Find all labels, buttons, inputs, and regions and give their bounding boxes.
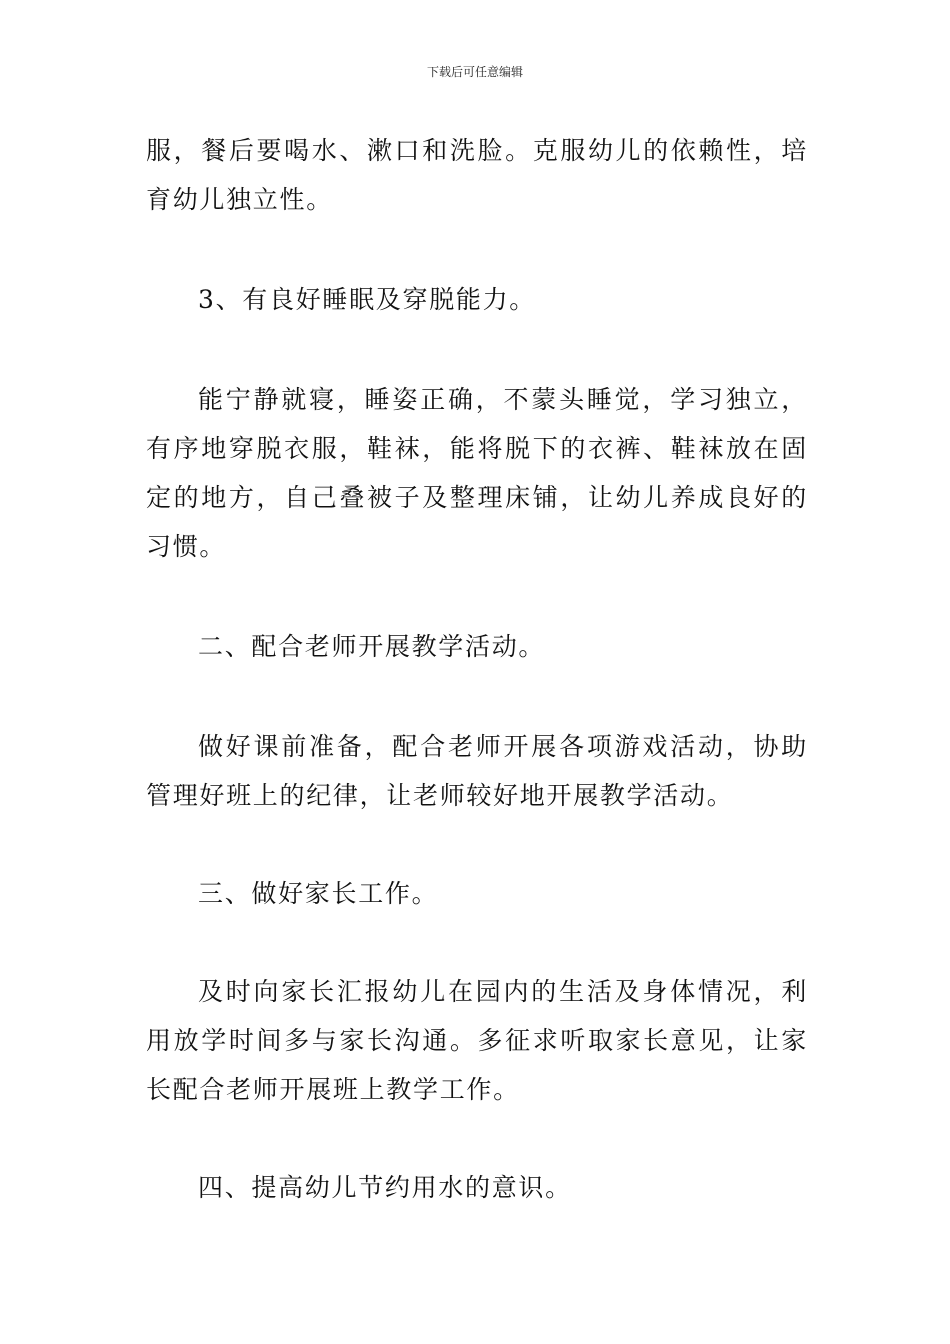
paragraph-teaching: 做好课前准备，配合老师开展各项游戏活动，协助管理好班上的纪律，让老师较好地开展教学活动。 xyxy=(146,732,808,810)
paragraph-sleep: 能宁静就寝，睡姿正确，不蒙头睡觉，学习独立，有序地穿脱衣服，鞋袜，能将脱下的衣裤、鞋袜放在固定的地方，自己叠被子及整理床铺，让幼儿养成良好的习惯。 xyxy=(146,385,808,561)
heading-water: 四、提高幼儿节约用水的意识。 xyxy=(198,1173,572,1202)
paragraph-parents: 及时向家长汇报幼儿在园内的生活及身体情况，利用放学时间多与家长沟通。多征求听取家长意见，让家长配合老师开展班上教学工作。 xyxy=(146,977,808,1104)
heading-teaching: 二、配合老师开展教学活动。 xyxy=(198,632,546,661)
paragraph-continuation: 服，餐后要喝水、漱口和洗脸。克服幼儿的依赖性，培育幼儿独立性。 xyxy=(146,136,808,214)
page-header: 下载后可任意编辑 xyxy=(426,65,523,79)
document-body xyxy=(146,126,808,1212)
heading-parents: 三、做好家长工作。 xyxy=(198,879,439,908)
subheading-sleep: 3、有良好睡眠及穿脱能力。 xyxy=(198,285,537,314)
